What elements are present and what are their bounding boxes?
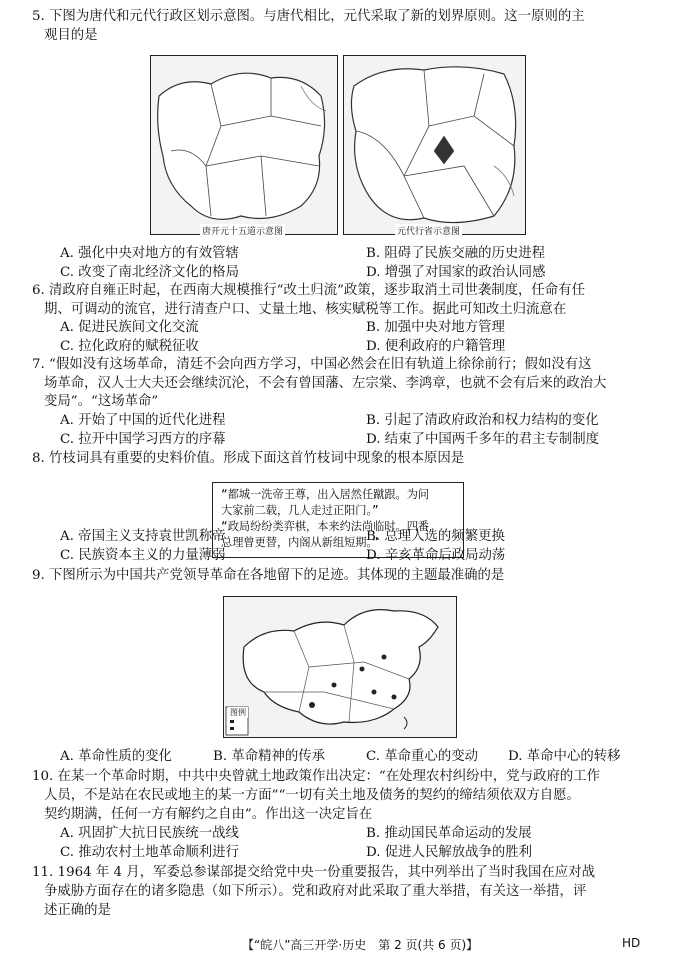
q11-stem-line2: 争威胁方面存在的诸多隐患（如下所示）。党和政府对此采取了重大举措，有关这一举措，评 (44, 884, 587, 899)
q5-stem-line2: 观目的是 (44, 28, 98, 43)
q5-option-d[interactable]: D. 增强了对国家的政治认同感 (366, 265, 546, 280)
q9-option-c[interactable]: C. 革命重心的变动 (366, 749, 479, 764)
q7-stem-line2: 场革命，汉人士大夫还会继续沉沦，不会有曾国藩、左宗棠、李鸿章，也就不会有后来的政治大 (44, 376, 607, 391)
q9-stem-line1: 9. 下图所示为中国共产党领导革命在各地留下的足迹。其体现的主题最准确的是 (32, 568, 505, 583)
q10-option-a[interactable]: A. 巩固扩大抗日民族统一战线 (60, 826, 239, 841)
footer-code: HD (622, 936, 641, 950)
q7-option-d[interactable]: D. 结束了中国两千多年的君主专制制度 (366, 432, 600, 447)
yuan-map (343, 55, 526, 235)
tang-map-caption: 唐开元十五道示意图 (200, 224, 285, 237)
poem-line-2: 大家前二载，几人走过正阳门。” (221, 504, 379, 517)
poem-line-4: 总理曾更替，内阁从新组短期。” (221, 536, 379, 549)
q5-option-a[interactable]: A. 强化中央对地方的有效管辖 (60, 246, 239, 261)
q8-option-d[interactable]: D. 辛亥革命后政局动荡 (366, 548, 506, 563)
q8-option-a[interactable]: A. 帝国主义支持袁世凯称帝 (60, 529, 226, 544)
q5-option-c[interactable]: C. 改变了南北经济文化的格局 (60, 265, 239, 280)
q6-option-c[interactable]: C. 拉化政府的赋税征收 (60, 339, 199, 354)
poem-line-1: “都城一洗帝王尊，出入居然任蹴跟。为问 (221, 488, 430, 501)
q11-stem-line1: 11. 1964 年 4 月，军委总参谋部提交给党中央一份重要报告，其中列举出了当时我国在应对战 (32, 865, 595, 880)
q9-option-a[interactable]: A. 革命性质的变化 (60, 749, 172, 764)
q8-option-c[interactable]: C. 民族资本主义的力量薄弱 (60, 548, 226, 563)
q6-option-b[interactable]: B. 加强中央对地方管理 (366, 320, 505, 335)
q7-stem-line1: 7. “假如没有这场革命，清廷不会向西方学习，中国必然会在旧有轨道上徐徐前行；假如没有这 (32, 357, 592, 372)
q7-option-c[interactable]: C. 拉开中国学习西方的序幕 (60, 432, 226, 447)
footer-page-info: 【“皖八”高三开学·历史 第 2 页(共 6 页)】 (242, 938, 479, 952)
q10-option-c[interactable]: C. 推动农村土地革命顺利进行 (60, 845, 239, 860)
q8-stem-line1: 8. 竹枝词具有重要的史料价值。形成下面这首竹枝词中现象的根本原因是 (32, 451, 465, 466)
q8-option-b[interactable]: B. 总理人选的频繁更换 (366, 529, 505, 544)
poem-line-3: “政局纷纷类弈棋，本来约法尚临时。四番 (221, 520, 430, 533)
q5-stem-line1: 5. 下图为唐代和元代行政区划示意图。与唐代相比，元代采取了新的划界原则。这一原则的主 (32, 9, 585, 24)
q6-stem-line1: 6. 清政府自雍正时起，在西南大规模推行“改土归流”政策，逐步取消土司世袭制度，任命有任 (32, 283, 585, 298)
china-revolution-map (223, 596, 457, 738)
q9-option-b[interactable]: B. 革命精神的传承 (213, 749, 326, 764)
yuan-map-drawing (344, 56, 525, 234)
q7-option-a[interactable]: A. 开始了中国的近代化进程 (60, 413, 226, 428)
q7-option-b[interactable]: B. 引起了清政府政治和权力结构的变化 (366, 413, 599, 428)
q10-stem-line2: 人员，不是站在农民或地主的某一方面”“一切有关土地及债务的契约的缔结须依双方自愿。 (44, 788, 580, 803)
tang-map-drawing (151, 56, 337, 234)
q10-option-d[interactable]: D. 促进人民解放战争的胜利 (366, 845, 533, 860)
q6-option-a[interactable]: A. 促进民族间文化交流 (60, 320, 199, 335)
china-map-legend: 图例 (230, 708, 246, 717)
china-map-drawing (224, 597, 456, 737)
q10-option-b[interactable]: B. 推动国民革命运动的发展 (366, 826, 532, 841)
q10-stem-line3: 契约期满，任何一方有解约之自由”。作出这一决定旨在 (44, 807, 373, 822)
tang-map (150, 55, 338, 235)
q11-stem-line3: 述正确的是 (44, 903, 111, 918)
q7-stem-line3: 变局”。“这场革命” (44, 394, 159, 409)
yuan-map-caption: 元代行省示意图 (395, 224, 462, 237)
q5-option-b[interactable]: B. 阻碍了民族交融的历史进程 (366, 246, 546, 261)
q10-stem-line1: 10. 在某一个革命时期，中共中央曾就土地政策作出决定：“在处理农村纠纷中，党与政府的工作 (32, 769, 601, 784)
q6-option-d[interactable]: D. 便利政府的户籍管理 (366, 339, 506, 354)
q6-stem-line2: 期、可调动的流官，进行清查户口、丈量土地、核实赋税等工作。据此可知改土归流意在 (44, 302, 567, 317)
q9-option-d[interactable]: D. 革命中心的转移 (508, 749, 621, 764)
